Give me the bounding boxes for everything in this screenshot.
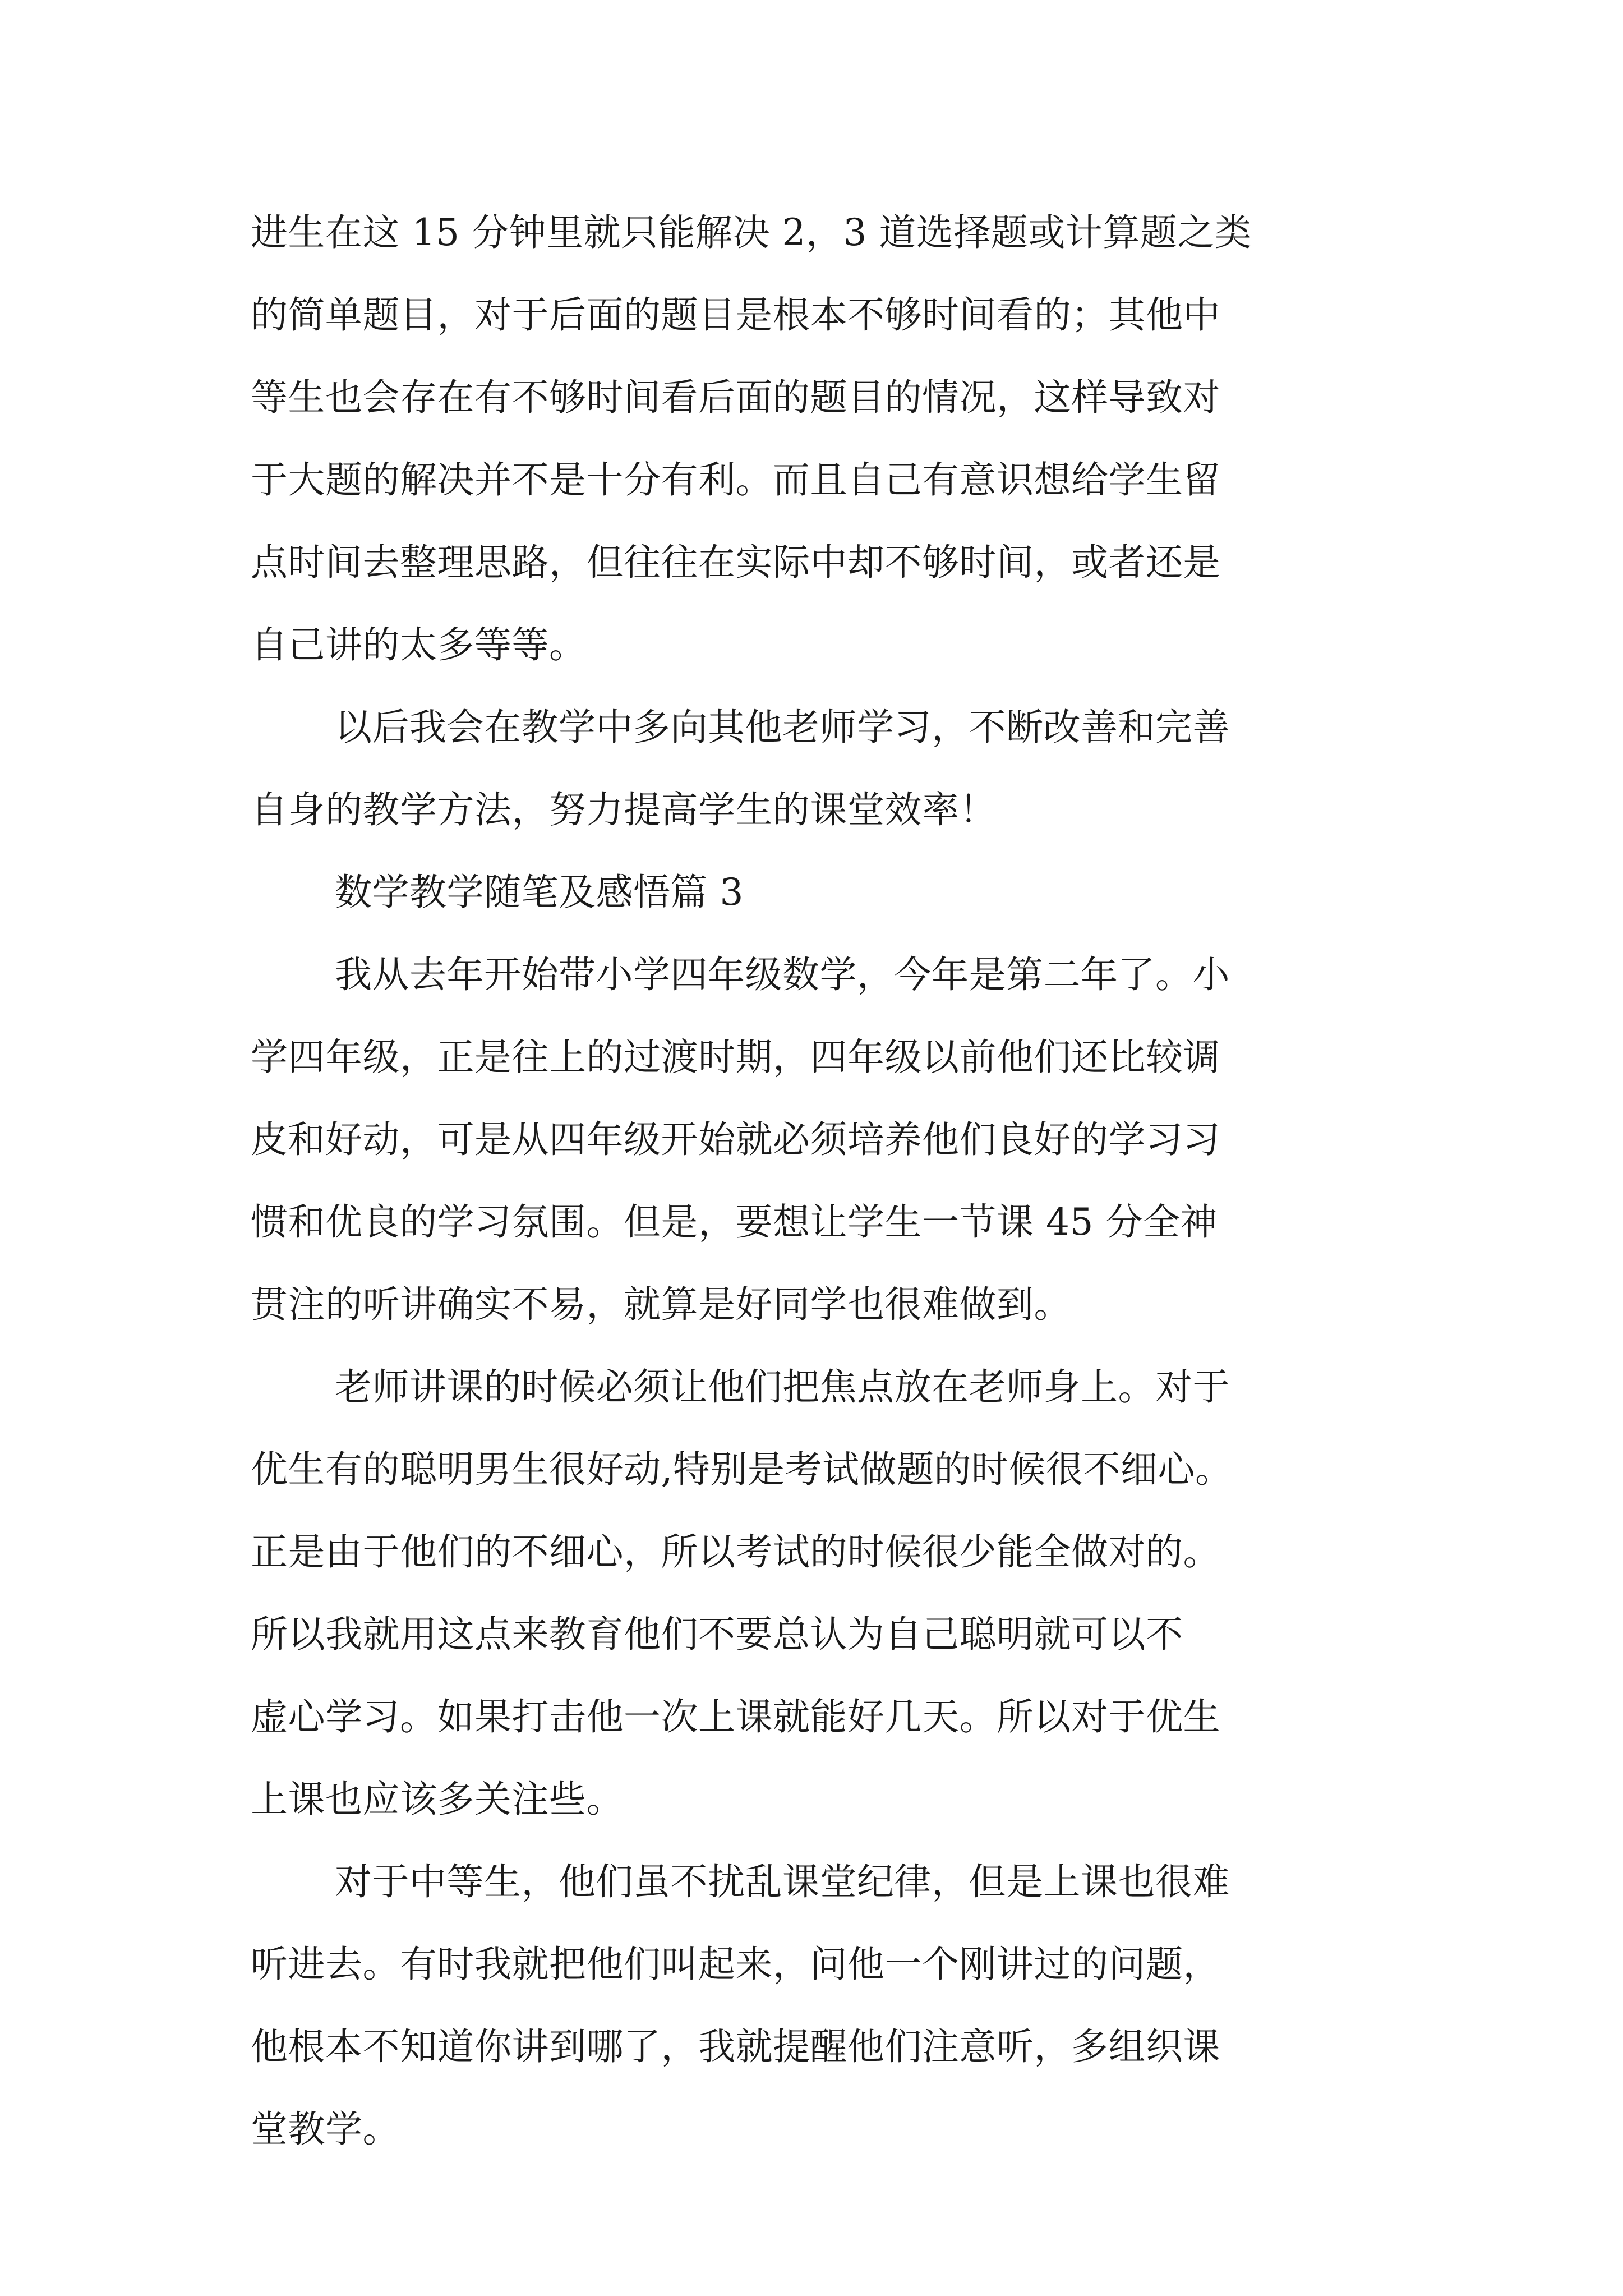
paragraph-2-line-2: 自身的教学方法，努力提高学生的课堂效率！ [251,788,997,831]
paragraph-1-line-2: 的简单题目，对于后面的题目是根本不够时间看的；其他中 [251,293,1220,337]
paragraph-4-line-5: 贯注的听讲确实不易，就算是好同学也很难做到。 [251,1283,1071,1326]
paragraph-4-line-1: 我从去年开始带小学四年级数学，今年是第二年了。小 [335,953,1230,996]
paragraph-1-line-1: 进生在这 15 分钟里就只能解决 2，3 道选择题或计算题之类 [251,211,1252,254]
paragraph-5-line-1: 老师讲课的时候必须让他们把焦点放在老师身上。对于 [335,1365,1230,1409]
paragraph-1-line-3: 等生也会存在有不够时间看后面的题目的情况，这样导致对 [251,376,1220,419]
section-heading: 数学教学随笔及感悟篇 3 [335,871,744,914]
paragraph-1-line-5: 点时间去整理思路，但往往在实际中却不够时间，或者还是 [251,541,1220,584]
paragraph-5-line-4: 所以我就用这点来教育他们不要总认为自己聪明就可以不 [251,1613,1183,1656]
paragraph-4-line-4: 惯和优良的学习氛围。但是，要想让学生一节课 45 分全神 [251,1200,1218,1244]
paragraph-6-line-2: 听进去。有时我就把他们叫起来，问他一个刚讲过的问题， [251,1943,1220,1986]
paragraph-2-line-1: 以后我会在教学中多向其他老师学习，不断改善和完善 [335,706,1230,749]
paragraph-5-line-6: 上课也应该多关注些。 [251,1778,624,1821]
paragraph-6-line-4: 堂教学。 [251,2108,400,2151]
paragraph-5-line-2: 优生有的聪明男生很好动,特别是考试做题的时候很不细心。 [251,1448,1233,1491]
paragraph-5-line-5: 虚心学习。如果打击他一次上课就能好几天。所以对于优生 [251,1695,1220,1738]
paragraph-1-line-4: 于大题的解决并不是十分有利。而且自己有意识想给学生留 [251,458,1220,501]
paragraph-6-line-1: 对于中等生，他们虽不扰乱课堂纪律，但是上课也很难 [335,1860,1230,1903]
paragraph-4-line-2: 学四年级，正是往上的过渡时期，四年级以前他们还比较调 [251,1036,1220,1079]
paragraph-1-line-6: 自己讲的太多等等。 [251,623,587,666]
paragraph-5-line-3: 正是由于他们的不细心，所以考试的时候很少能全做对的。 [251,1530,1220,1573]
paragraph-4-line-3: 皮和好动，可是从四年级开始就必须培养他们良好的学习习 [251,1118,1220,1161]
paragraph-6-line-3: 他根本不知道你讲到哪了，我就提醒他们注意听，多组织课 [251,2025,1220,2068]
